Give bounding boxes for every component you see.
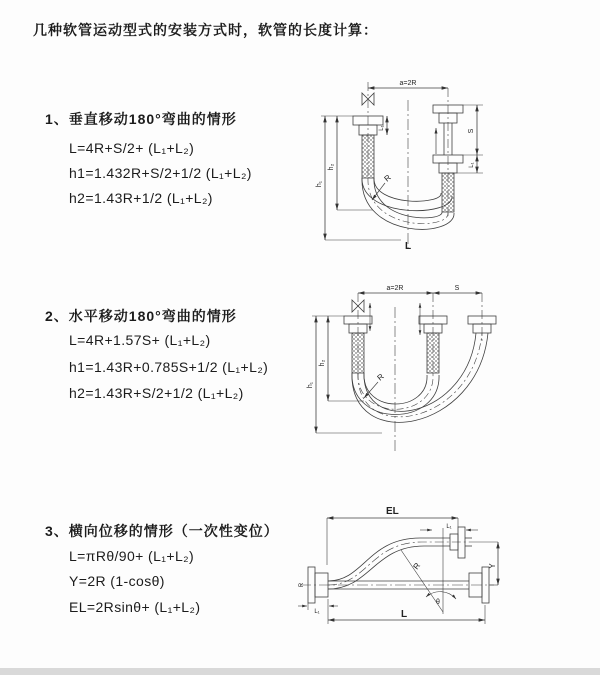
- hose-curve: [362, 178, 452, 211]
- radius-label: R: [382, 172, 393, 184]
- braided-hose-section: [427, 333, 439, 373]
- hose-curve: [352, 373, 439, 415]
- page-title: 几种软管运动型式的安装方式时，软管的长度计算：: [33, 22, 378, 38]
- diagram-vertical-180-bend: [315, 72, 580, 257]
- section-1-heading: 1、垂直移动180°弯曲的情形: [45, 111, 237, 127]
- dim-label-a2r: a=2R: [399, 80, 417, 87]
- angle-label: θ: [436, 599, 440, 606]
- radius-label: R: [375, 371, 386, 383]
- axis-label-r: R: [299, 582, 305, 588]
- section-3-heading: 3、横向位移的情形（一次性变位）: [45, 523, 279, 539]
- dim-label-h2: h₂: [328, 163, 335, 171]
- braided-hose-section: [362, 135, 374, 178]
- formula-line: EL=2Rsinθ+ (L₁+L₂): [69, 599, 201, 615]
- radius-label: R: [411, 561, 423, 572]
- formula-line: h2=1.43R+S/2+1/2 (L₁+L₂): [69, 385, 244, 401]
- hose-curve: [364, 333, 476, 411]
- formula-line: L=4R+S/2+ (L₁+L₂): [69, 140, 195, 156]
- braided-hose-section: [352, 333, 364, 373]
- hose-curve: [374, 178, 441, 201]
- formula-line: Y=2R (1-cosθ): [69, 573, 165, 589]
- hose-curve: [328, 546, 450, 589]
- dim-label-a2r: a=2R: [386, 285, 404, 292]
- formula-line: h1=1.432R+S/2+1/2 (L₁+L₂): [69, 165, 252, 181]
- dim-label-h1: h₁: [316, 180, 323, 188]
- dim-label-y: Y: [488, 563, 497, 569]
- flange: [458, 527, 465, 558]
- dim-label-h2: h₂: [319, 359, 326, 367]
- formula-line: L=πRθ/90+ (L₁+L₂): [69, 548, 195, 564]
- hose-curve: [328, 538, 450, 581]
- angle-arc: [426, 592, 456, 599]
- formula-line: L=4R+1.57S+ (L₁+L₂): [69, 332, 211, 348]
- formula-line: h2=1.43R+1/2 (L₁+L₂): [69, 190, 213, 206]
- dim-label-l1-bottom: L₁: [314, 609, 320, 615]
- hose-centerline: [328, 542, 473, 585]
- hose-curve: [364, 373, 427, 404]
- section-2-heading: 2、水平移动180°弯曲的情形: [45, 308, 237, 324]
- dim-label-l1-right: L₁: [469, 162, 475, 168]
- length-label: L: [405, 241, 412, 252]
- dim-label-h1: h₁: [307, 381, 314, 389]
- formula-line: h1=1.43R+0.785S+1/2 (L₁+L₂): [69, 359, 269, 375]
- diagram-horizontal-180-bend: [306, 283, 594, 463]
- dim-label-s: S: [454, 285, 460, 292]
- scan-edge-strip: [0, 668, 600, 675]
- dim-label-l1-left: L₁: [379, 125, 385, 131]
- dim-label-l1-top: L₁: [446, 524, 452, 530]
- dim-label-el: EL: [386, 506, 399, 517]
- diagram-lateral-displacement: [298, 500, 598, 658]
- length-label: L: [401, 609, 408, 620]
- dim-label-s: S: [468, 128, 475, 134]
